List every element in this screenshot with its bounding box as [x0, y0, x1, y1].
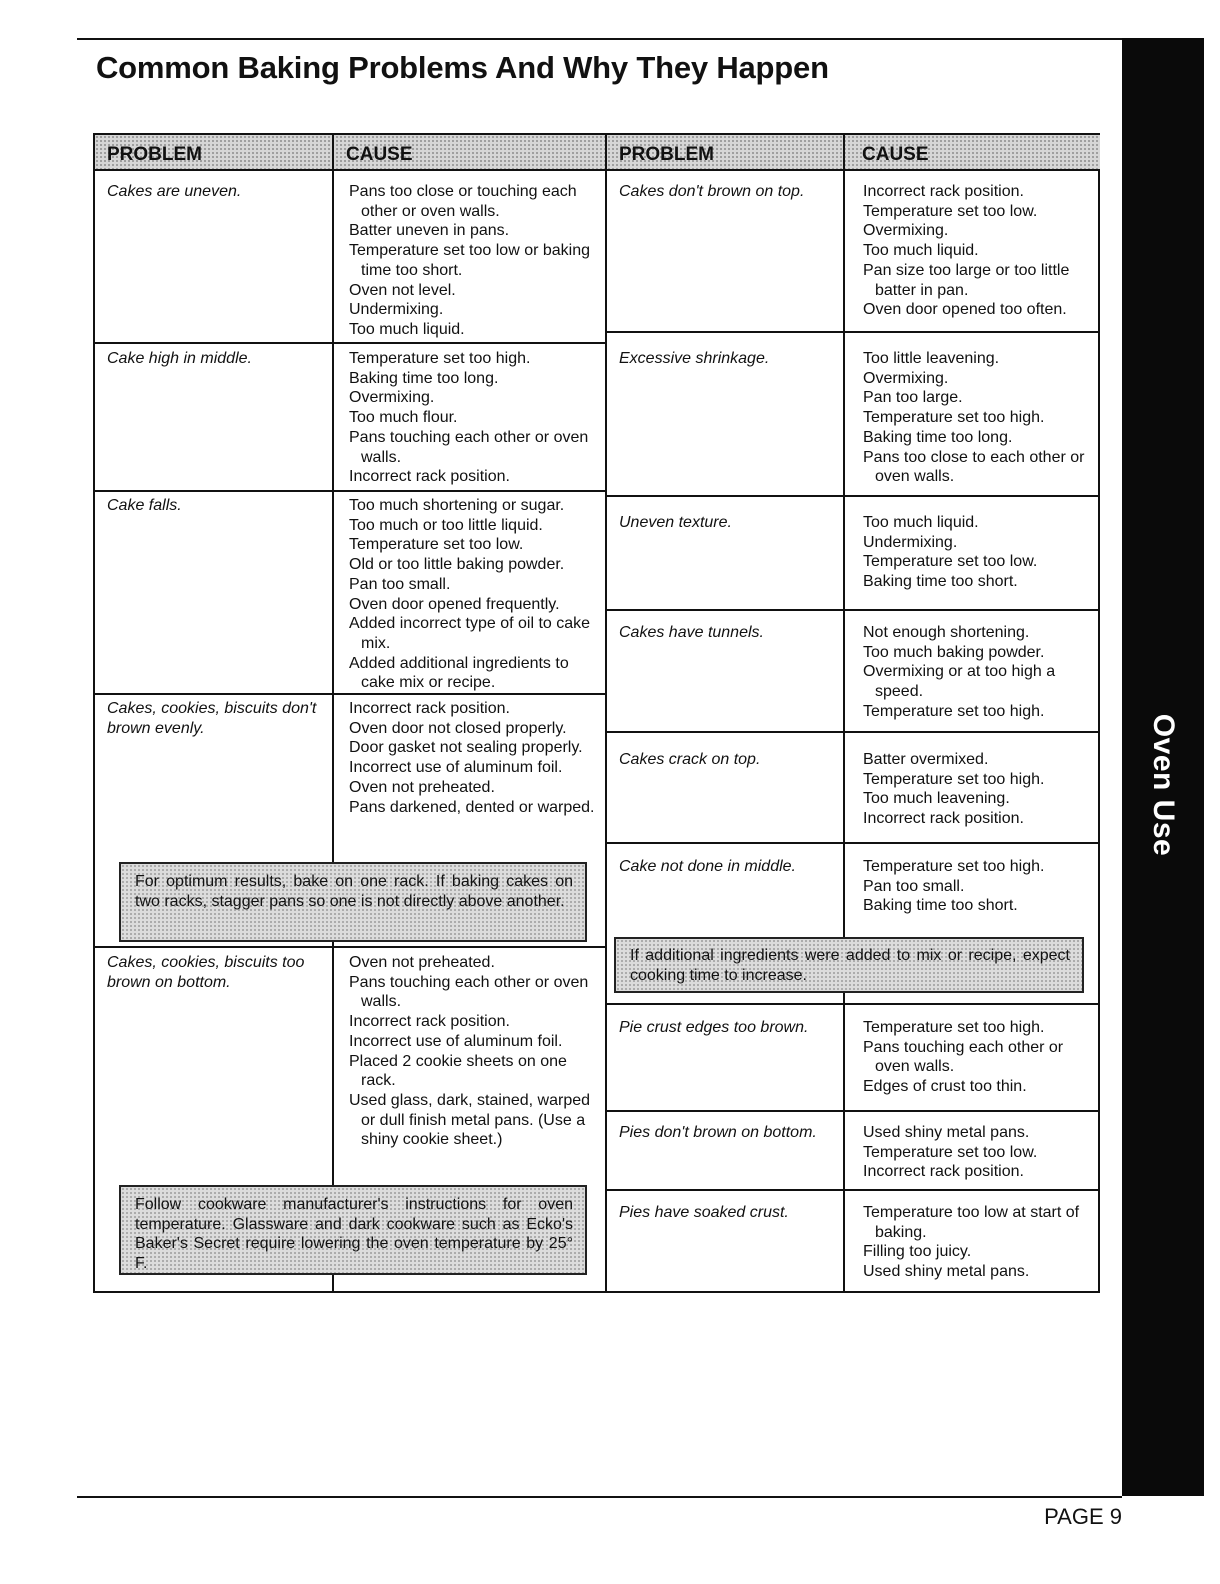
cause-cell: Pans too close or touching each other or oven walls. Batter uneven in pans. Temperature set too low or baking time too short. Oven not level. Undermixing. Too much liquid. [349, 183, 591, 338]
row-divider [607, 1110, 1100, 1112]
cause-cell: Temperature set too high. Pan too small. Baking time too short. [863, 858, 1045, 915]
problem-cell: Pie crust edges too brown. [619, 1019, 809, 1036]
header-cause: CAUSE [862, 144, 929, 165]
cause-cell: Batter overmixed. Temperature set too high. Too much leavening. Incorrect rack position. [863, 751, 1045, 828]
cause-cell: Incorrect rack position. Oven door not closed properly. Door gasket not sealing properly. Incorrect use of aluminum foil. Oven not preheated. Pans darkened, dented or warped. [349, 700, 595, 816]
cause-cell: Temperature set too high. Baking time too long. Overmixing. Too much flour. Pans touching each other or oven walls. Incorrect rack position. [349, 350, 589, 486]
page-title: Common Baking Problems And Why They Happen [96, 50, 829, 85]
problem-cell: Cakes are uneven. [107, 183, 242, 200]
row-divider [95, 693, 607, 695]
row-divider [607, 842, 1100, 844]
row-divider [607, 1189, 1100, 1191]
cause-cell: Not enough shortening. Too much baking powder. Overmixing or at too high a speed. Temperature set too high. [863, 624, 1056, 720]
cause-cell: Oven not preheated. Pans touching each other or oven walls. Incorrect rack position. Incorrect use of aluminum foil. Placed 2 cookie sheets on one rack. Used glass, dark, stained, warped or dull finish metal pans. (Use a shiny cookie sheet.) [349, 954, 591, 1149]
cause-cell: Temperature too low at start of baking. Filling too juicy. Used shiny metal pans. [863, 1204, 1080, 1281]
problem-cell: Cakes have tunnels. [619, 624, 764, 641]
problem-cell: Cakes don't brown on top. [619, 183, 805, 200]
row-divider [607, 731, 1100, 733]
row-divider [607, 495, 1100, 497]
problem-cell: Pies have soaked crust. [619, 1204, 789, 1221]
note-ingredients: If additional ingredients were added to mix or recipe, expect cooking time to increase. [614, 937, 1084, 993]
row-divider [95, 342, 607, 344]
column-divider [843, 135, 845, 1293]
column-divider [332, 135, 334, 1293]
problem-cell: Cake falls. [107, 497, 182, 514]
cause-cell: Used shiny metal pans. Temperature set too low. Incorrect rack position. [863, 1124, 1038, 1181]
problem-cell: Uneven texture. [619, 514, 732, 531]
problem-cell: Pies don't brown on bottom. [619, 1124, 817, 1141]
header-cause: CAUSE [346, 144, 413, 165]
problem-cell: Cake high in middle. [107, 350, 252, 367]
cause-cell: Incorrect rack position. Temperature set too low. Overmixing. Too much liquid. Pan size too large or too little batter in pan. Oven door opened too often. [863, 183, 1070, 319]
section-tab-label: Oven Use [1147, 713, 1180, 857]
row-divider [95, 490, 607, 492]
problem-cell: Cakes crack on top. [619, 751, 761, 768]
problem-cell: Cakes, cookies, biscuits too brown on bottom. [107, 954, 305, 991]
row-divider [95, 946, 607, 948]
note-one-rack: For optimum results, bake on one rack. If baking cakes on two racks, stagger pans so one is not directly above another. [119, 862, 587, 942]
problem-cell: Cakes, cookies, biscuits don't brown evenly. [107, 700, 317, 737]
cause-cell: Too much liquid. Undermixing. Temperature set too low. Baking time too short. [863, 514, 1038, 591]
cause-cell: Temperature set too high. Pans touching each other or oven walls. Edges of crust too thin. [863, 1019, 1064, 1096]
left-table [93, 133, 607, 1293]
problem-cell: Excessive shrinkage. [619, 350, 770, 367]
cause-cell: Too little leavening. Overmixing. Pan too large. Temperature set too high. Baking time too long. Pans too close to each other or oven walls. [863, 350, 1085, 486]
problem-cell: Cake not done in middle. [619, 858, 796, 875]
row-divider [607, 1003, 1100, 1005]
page-number: PAGE 9 [1044, 1504, 1122, 1529]
note-cookware: Follow cookware manufacturer's instructions for oven temperature. Glassware and dark cookware such as Ecko's Baker's Secret require lowering the oven temperature by 25° F. [119, 1185, 587, 1275]
row-divider [607, 609, 1100, 611]
cause-cell: Too much shortening or sugar. Too much or too little liquid. Temperature set too low. Old or too little baking powder. Pan too small. Oven door opened frequently. Added incorrect type of oil to cake mix. Added additional ingredients to cake mix or recipe. [349, 497, 591, 692]
bottom-rule [77, 1496, 1122, 1498]
row-divider [607, 331, 1100, 333]
header-problem: PROBLEM [619, 144, 714, 165]
right-table [605, 133, 1100, 1293]
top-rule [77, 38, 1122, 40]
header-problem: PROBLEM [107, 144, 202, 165]
